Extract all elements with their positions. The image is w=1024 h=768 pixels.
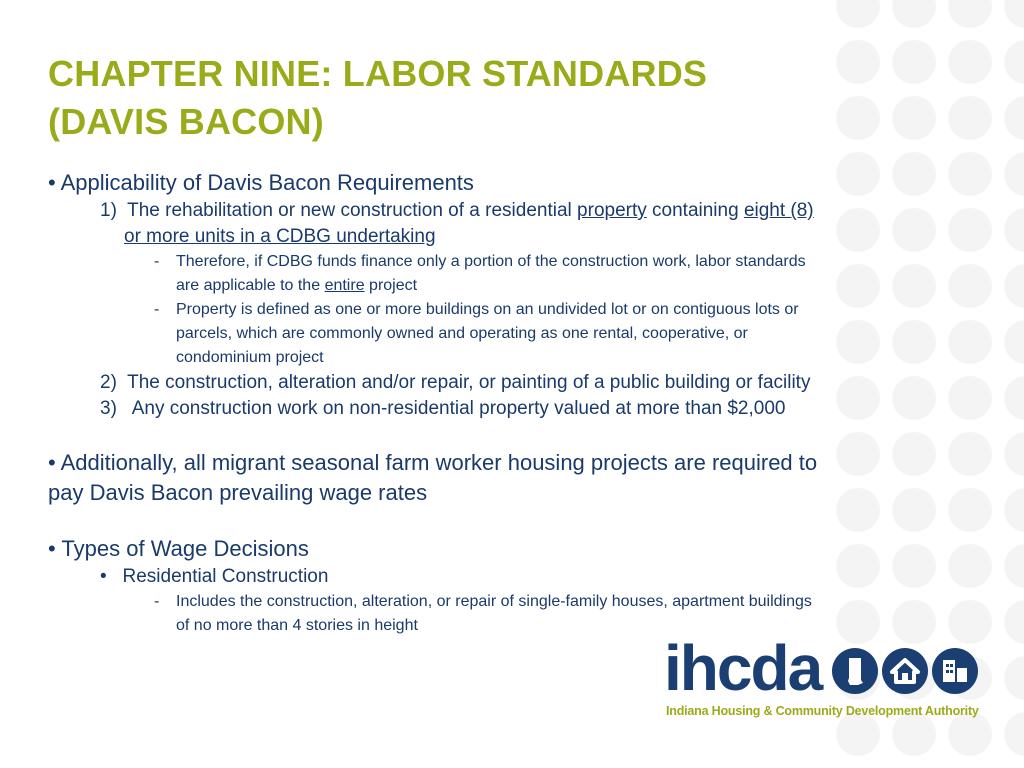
ihcda-logo (664, 632, 979, 724)
decorative-dot (836, 96, 880, 140)
wage-decisions-heading: Types of Wage Decisions (61, 536, 309, 561)
sub-item-text: are applicable to the (176, 277, 321, 294)
decorative-dot (1004, 96, 1024, 140)
sub-item-text-line: Includes the construction, alteration, or repair of single-family houses, apartment buildings (176, 593, 812, 610)
decorative-dot (1004, 264, 1024, 308)
item-2-text: The construction, alteration and/or repair, or painting of a public building or facility (127, 372, 811, 393)
decorative-dot (892, 40, 936, 84)
decorative-dot (1004, 40, 1024, 84)
sub-item-text-line (150, 274, 968, 298)
bullet-applicability (48, 168, 968, 198)
sub-item-text-line: Property is defined as one or more buildings on an undivided lot or on contiguous lots or (176, 301, 799, 318)
item-3-text: Any construction work on non-residential property valued at more than $2,000 (131, 398, 786, 419)
dash-glyph: - (154, 593, 160, 610)
slide-body (48, 168, 968, 638)
sub-item-cdbg-funds (48, 250, 968, 298)
migrant-text-line-2: pay Davis Bacon prevailing wage rates (48, 480, 428, 505)
sub-item-text-line: of no more than 4 stories in height (176, 617, 418, 634)
decorative-dot (1004, 0, 1024, 28)
decorative-dot (1004, 488, 1024, 532)
property-link[interactable]: property (577, 200, 647, 221)
item-2 (48, 370, 968, 396)
bullet-glyph: • (100, 566, 107, 587)
spacer (48, 422, 968, 448)
sub-item-residential-detail (48, 590, 968, 638)
house-icon (882, 648, 928, 694)
bullet-glyph: • (48, 170, 56, 195)
eight-units-link[interactable]: eight (8) (743, 200, 814, 221)
item-1-text-b: containing (652, 200, 739, 221)
sub-bullet-residential (48, 564, 968, 590)
decorative-dot (1004, 208, 1024, 252)
sub-item-text-line: condominium project (176, 349, 324, 366)
sub-item-property-definition (48, 298, 968, 370)
bullet-wage-decisions (48, 534, 968, 564)
decorative-dot (1004, 600, 1024, 644)
decorative-dot (892, 96, 936, 140)
migrant-text-line-1: Additionally, all migrant seasonal farm worker housing projects are required to (60, 450, 818, 475)
applicability-heading: Applicability of Davis Bacon Requirements (60, 170, 474, 195)
item-number: 1) (100, 200, 117, 221)
decorative-dot (1004, 152, 1024, 196)
community-icon (932, 648, 978, 694)
cdbg-undertaking-link[interactable]: or more units in a CDBG undertaking (124, 226, 436, 247)
decorative-dot (836, 0, 880, 28)
slide-title (48, 50, 707, 146)
decorative-dot (1004, 432, 1024, 476)
spacer (48, 508, 968, 534)
sub-item-text: project (369, 277, 418, 294)
sub-item-text-line: Therefore, if CDBG funds finance only a portion of the construction work, labor standards (176, 253, 806, 270)
title-line-2: (DAVIS BACON) (48, 101, 324, 142)
decorative-dot (1004, 544, 1024, 588)
decorative-dot (948, 0, 992, 28)
title-line-1: CHAPTER NINE: LABOR STANDARDS (48, 53, 708, 94)
logo-tagline: Indiana Housing & Community Development Authority (666, 704, 979, 718)
indiana-state-icon (832, 648, 878, 694)
dash-glyph: - (154, 253, 160, 270)
decorative-dot (892, 0, 936, 28)
residential-construction-label: Residential Construction (122, 566, 329, 587)
decorative-dot (836, 40, 880, 84)
decorative-dot (948, 40, 992, 84)
decorative-dot (948, 96, 992, 140)
item-number: 3) (100, 398, 117, 419)
bullet-glyph: • (48, 536, 56, 561)
decorative-dot (1004, 656, 1024, 700)
decorative-dot (1004, 376, 1024, 420)
bullet-glyph: • (48, 450, 56, 475)
item-1 (48, 198, 968, 250)
decorative-dot (1004, 712, 1024, 756)
sub-item-text-line: parcels, which are commonly owned and operating as one rental, cooperative, or (176, 325, 748, 342)
logo-wordmark: ihcda (664, 632, 822, 704)
bullet-migrant-housing (48, 448, 968, 508)
item-number: 2) (100, 372, 117, 393)
entire-link[interactable]: entire (324, 277, 365, 294)
item-3 (48, 396, 968, 422)
decorative-dot (1004, 320, 1024, 364)
dash-glyph: - (154, 301, 160, 318)
item-1-text-a: The rehabilitation or new construction of a residential (127, 200, 572, 221)
